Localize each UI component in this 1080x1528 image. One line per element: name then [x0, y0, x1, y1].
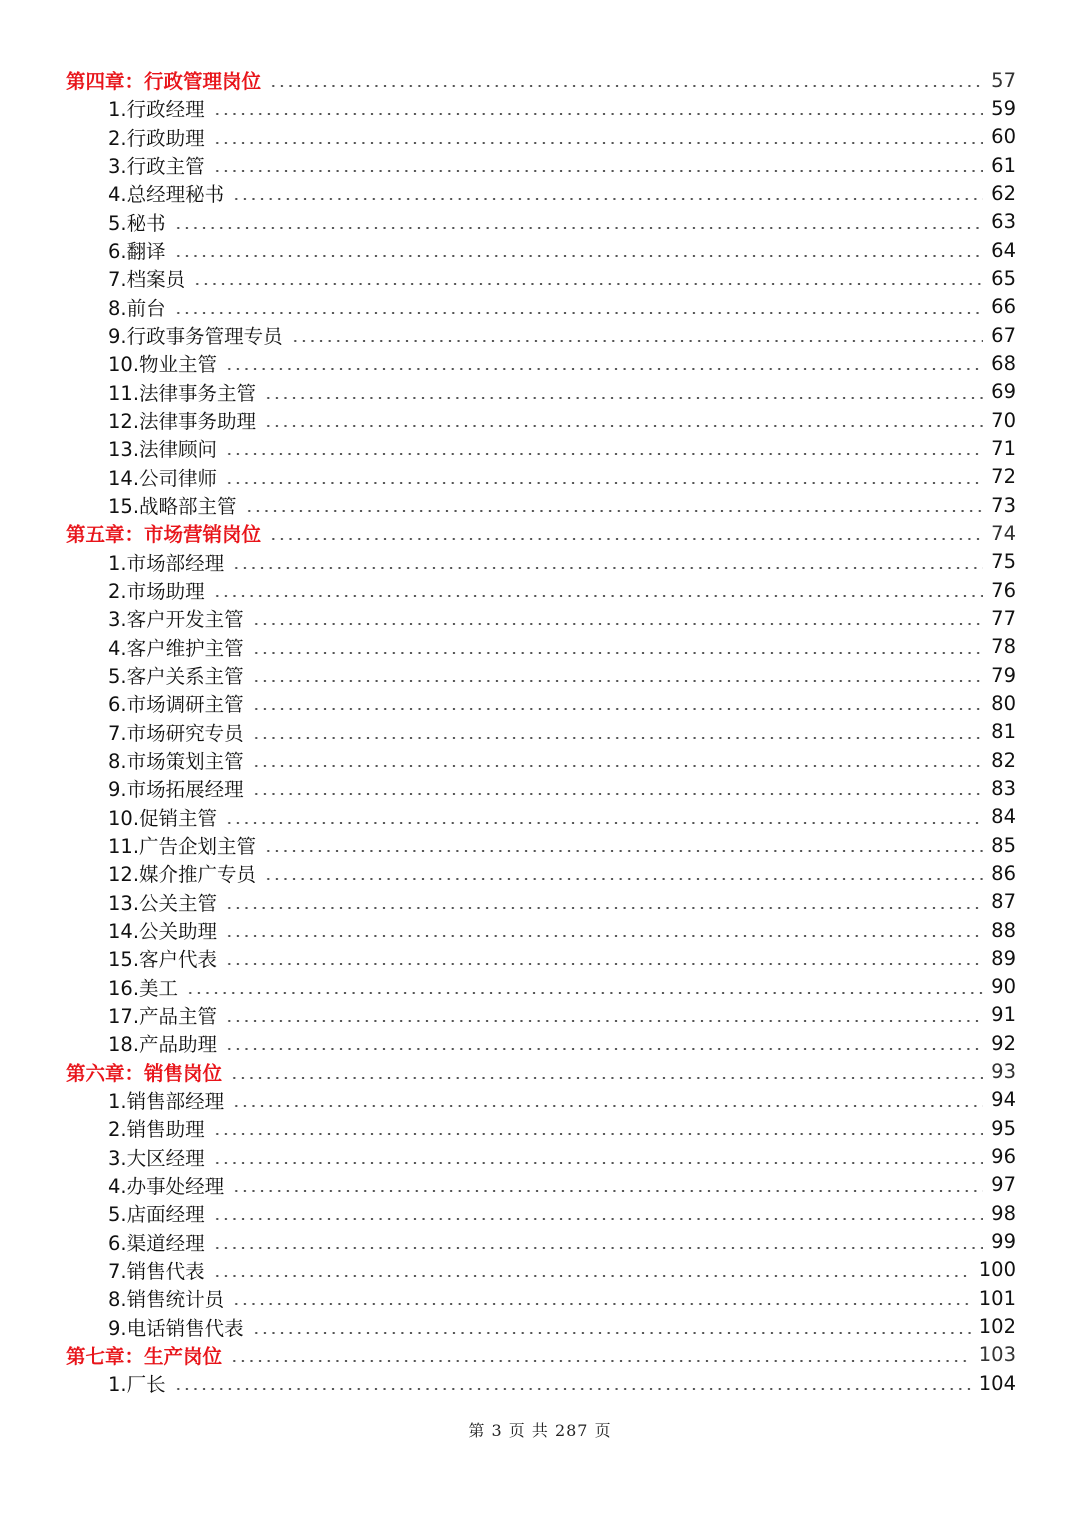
dot-leader [291, 340, 984, 342]
toc-item-row[interactable] [66, 1312, 1016, 1340]
item-title: 3.行政主管 [108, 155, 205, 179]
dot-leader [213, 595, 984, 597]
dot-leader [232, 1190, 983, 1192]
page-number: 83 [991, 776, 1016, 800]
item-title: 1.市场部经理 [108, 551, 225, 575]
page-number: 65 [991, 266, 1016, 290]
chapter-title: 第五章：市场营销岗位 [66, 523, 262, 547]
item-title: 8.前台 [108, 296, 166, 320]
dot-leader [213, 1218, 984, 1220]
item-title: 11.法律事务主管 [108, 381, 257, 405]
page-number: 94 [991, 1088, 1016, 1112]
toc-item-row[interactable] [66, 576, 1016, 604]
page-number: 77 [991, 606, 1016, 630]
dot-leader [174, 255, 984, 257]
item-title: 2.销售助理 [108, 1118, 205, 1142]
toc-item-row[interactable] [66, 293, 1016, 321]
item-title: 3.客户开发主管 [108, 608, 244, 632]
page-number: 80 [991, 691, 1016, 715]
toc-item-row[interactable] [66, 1199, 1016, 1227]
page-number: 71 [991, 436, 1016, 460]
item-title: 4.办事处经理 [108, 1174, 225, 1198]
item-title: 4.总经理秘书 [108, 183, 225, 207]
page-number: 99 [991, 1230, 1016, 1254]
toc-item-row[interactable] [66, 179, 1016, 207]
page-number: 92 [991, 1031, 1016, 1055]
chapter-title: 第七章：生产岗位 [66, 1344, 223, 1368]
toc-item-row[interactable] [66, 633, 1016, 661]
item-title: 6.翻译 [108, 240, 166, 264]
dot-leader [232, 1105, 983, 1107]
dot-leader [225, 482, 983, 484]
dot-leader [252, 1332, 971, 1334]
chapter-title: 第四章：行政管理岗位 [66, 70, 262, 94]
item-title: 17.产品主管 [108, 1004, 218, 1028]
item-title: 9.行政事务管理专员 [108, 325, 283, 349]
dot-leader [252, 765, 984, 767]
item-title: 3.大区经理 [108, 1146, 205, 1170]
page-number: 63 [991, 210, 1016, 234]
dot-leader [252, 623, 984, 625]
item-title: 11.广告企划主管 [108, 835, 257, 859]
dot-leader [252, 793, 984, 795]
item-title: 10.物业主管 [108, 353, 218, 377]
dot-leader [174, 1388, 971, 1390]
page-number: 62 [991, 181, 1016, 205]
page-number: 64 [991, 238, 1016, 262]
dot-leader [186, 992, 983, 994]
toc-item-row[interactable] [66, 661, 1016, 689]
toc-item-row[interactable] [66, 944, 1016, 972]
toc-item-row[interactable] [66, 491, 1016, 519]
dot-leader [225, 368, 983, 370]
dot-leader [225, 907, 983, 909]
toc-chapter-row[interactable] [66, 519, 1016, 547]
dot-leader [213, 170, 984, 172]
item-title: 5.客户关系主管 [108, 665, 244, 689]
dot-leader [245, 510, 984, 512]
toc-item-row[interactable] [66, 916, 1016, 944]
page-number: 78 [991, 635, 1016, 659]
item-title: 15.战略部主管 [108, 495, 237, 519]
item-title: 1.厂长 [108, 1373, 166, 1397]
dot-leader [252, 708, 984, 710]
toc-item-row[interactable] [66, 94, 1016, 122]
page-number: 103 [978, 1343, 1016, 1367]
item-title: 1.行政经理 [108, 98, 205, 122]
toc-item-row[interactable] [66, 434, 1016, 462]
toc-item-row[interactable] [66, 1171, 1016, 1199]
page-number: 90 [991, 975, 1016, 999]
toc-item-row[interactable] [66, 151, 1016, 179]
toc-item-row[interactable] [66, 1284, 1016, 1312]
page-number: 93 [991, 1060, 1016, 1084]
dot-leader [174, 312, 984, 314]
page-number: 89 [991, 946, 1016, 970]
item-title: 18.产品助理 [108, 1033, 218, 1057]
item-title: 1.销售部经理 [108, 1089, 225, 1113]
dot-leader [225, 963, 983, 965]
dot-leader [264, 850, 983, 852]
page-number: 97 [991, 1173, 1016, 1197]
item-title: 7.销售代表 [108, 1259, 205, 1283]
item-title: 13.法律顾问 [108, 438, 218, 462]
toc-item-row[interactable] [66, 406, 1016, 434]
chapter-title: 第六章：销售岗位 [66, 1061, 223, 1085]
page-number: 59 [991, 96, 1016, 120]
toc-item-row[interactable] [66, 604, 1016, 632]
dot-leader [264, 397, 983, 399]
toc-item-row[interactable] [66, 1256, 1016, 1284]
toc-item-row[interactable] [66, 463, 1016, 491]
item-title: 13.公关主管 [108, 891, 218, 915]
item-title: 12.法律事务助理 [108, 410, 257, 434]
dot-leader [269, 85, 983, 87]
item-title: 7.档案员 [108, 268, 186, 292]
item-title: 4.客户维护主管 [108, 636, 244, 660]
toc-item-row[interactable] [66, 349, 1016, 377]
toc-item-row[interactable] [66, 718, 1016, 746]
dot-leader [213, 142, 984, 144]
item-title: 9.电话销售代表 [108, 1316, 244, 1340]
dot-leader [193, 283, 983, 285]
item-title: 9.市场拓展经理 [108, 778, 244, 802]
dot-leader [225, 935, 983, 937]
dot-leader [264, 878, 983, 880]
dot-leader [232, 567, 983, 569]
page-number: 76 [991, 578, 1016, 602]
table-of-contents [66, 66, 1016, 1397]
toc-item-row[interactable] [66, 378, 1016, 406]
item-title: 7.市场研究专员 [108, 721, 244, 745]
toc-item-row[interactable] [66, 1114, 1016, 1142]
dot-leader [252, 652, 984, 654]
toc-item-row[interactable] [66, 973, 1016, 1001]
dot-leader [213, 1133, 984, 1135]
dot-leader [213, 1162, 984, 1164]
item-title: 16.美工 [108, 976, 179, 1000]
dot-leader [230, 1077, 983, 1079]
dot-leader [225, 822, 983, 824]
page-number: 101 [978, 1286, 1016, 1310]
page-number: 102 [978, 1315, 1016, 1339]
page-number: 66 [991, 295, 1016, 319]
page-number: 73 [991, 493, 1016, 517]
item-title: 8.市场策划主管 [108, 750, 244, 774]
toc-item-row[interactable] [66, 859, 1016, 887]
item-title: 5.秘书 [108, 211, 166, 235]
page-number: 74 [991, 521, 1016, 545]
page-number: 100 [978, 1258, 1016, 1282]
page-number: 81 [991, 720, 1016, 744]
page-number: 69 [991, 380, 1016, 404]
page-number: 85 [991, 833, 1016, 857]
toc-chapter-row[interactable] [66, 1057, 1016, 1085]
toc-item-row[interactable] [66, 548, 1016, 576]
toc-item-row[interactable] [66, 321, 1016, 349]
item-title: 15.客户代表 [108, 948, 218, 972]
dot-leader [213, 113, 984, 115]
page-number: 61 [991, 153, 1016, 177]
page-footer: 第 3 页 共 287 页 [468, 1421, 612, 1440]
toc-item-row[interactable] [66, 123, 1016, 151]
page-number: 82 [991, 748, 1016, 772]
page-number: 60 [991, 125, 1016, 149]
dot-leader [225, 1048, 983, 1050]
item-title: 2.市场助理 [108, 580, 205, 604]
toc-item-row[interactable] [66, 831, 1016, 859]
page-number: 96 [991, 1145, 1016, 1169]
item-title: 14.公关助理 [108, 920, 218, 943]
toc-item-row[interactable] [66, 803, 1016, 831]
item-title: 14.公司律师 [108, 466, 218, 490]
page-number: 68 [991, 351, 1016, 375]
toc-chapter-row[interactable] [66, 1341, 1016, 1369]
toc-item-row[interactable] [66, 1142, 1016, 1170]
page-number: 87 [991, 890, 1016, 914]
toc-item-row[interactable] [66, 208, 1016, 236]
dot-leader [264, 425, 983, 427]
toc-item-row[interactable] [66, 1227, 1016, 1255]
toc-item-row[interactable] [66, 1001, 1016, 1029]
page-number: 57 [991, 68, 1016, 92]
dot-leader [252, 680, 984, 682]
toc-item-row[interactable] [66, 689, 1016, 717]
page-number: 72 [991, 465, 1016, 489]
toc-item-row[interactable] [66, 774, 1016, 802]
page-number: 91 [991, 1003, 1016, 1027]
toc-item-row[interactable] [66, 264, 1016, 292]
page-number: 104 [978, 1371, 1016, 1395]
dot-leader [252, 737, 984, 739]
toc-item-row[interactable] [66, 888, 1016, 916]
toc-item-row[interactable] [66, 746, 1016, 774]
item-title: 5.店面经理 [108, 1203, 205, 1227]
dot-leader [232, 1303, 971, 1305]
dot-leader [213, 1275, 971, 1277]
item-title: 6.渠道经理 [108, 1231, 205, 1255]
item-title: 12.媒介推广专员 [108, 863, 257, 887]
toc-item-row[interactable] [66, 236, 1016, 264]
page-number: 84 [991, 805, 1016, 829]
dot-leader [269, 538, 983, 540]
page-number: 70 [991, 408, 1016, 432]
item-title: 2.行政助理 [108, 126, 205, 150]
toc-item-row[interactable] [66, 1369, 1016, 1397]
page-number: 88 [991, 918, 1016, 942]
toc-chapter-row[interactable] [66, 66, 1016, 94]
item-title: 8.销售统计员 [108, 1288, 225, 1312]
dot-leader [230, 1360, 971, 1362]
dot-leader [174, 227, 984, 229]
toc-item-row[interactable] [66, 1029, 1016, 1057]
dot-leader [232, 198, 983, 200]
page-number: 67 [991, 323, 1016, 347]
page-number: 98 [991, 1201, 1016, 1225]
item-title: 10.促销主管 [108, 806, 218, 830]
item-title: 6.市场调研主管 [108, 693, 244, 717]
page-number: 86 [991, 861, 1016, 885]
toc-item-row[interactable] [66, 1086, 1016, 1114]
dot-leader [225, 1020, 983, 1022]
dot-leader [213, 1247, 984, 1249]
page-number: 75 [991, 550, 1016, 574]
page-number: 95 [991, 1116, 1016, 1140]
page-number: 79 [991, 663, 1016, 687]
dot-leader [225, 453, 983, 455]
